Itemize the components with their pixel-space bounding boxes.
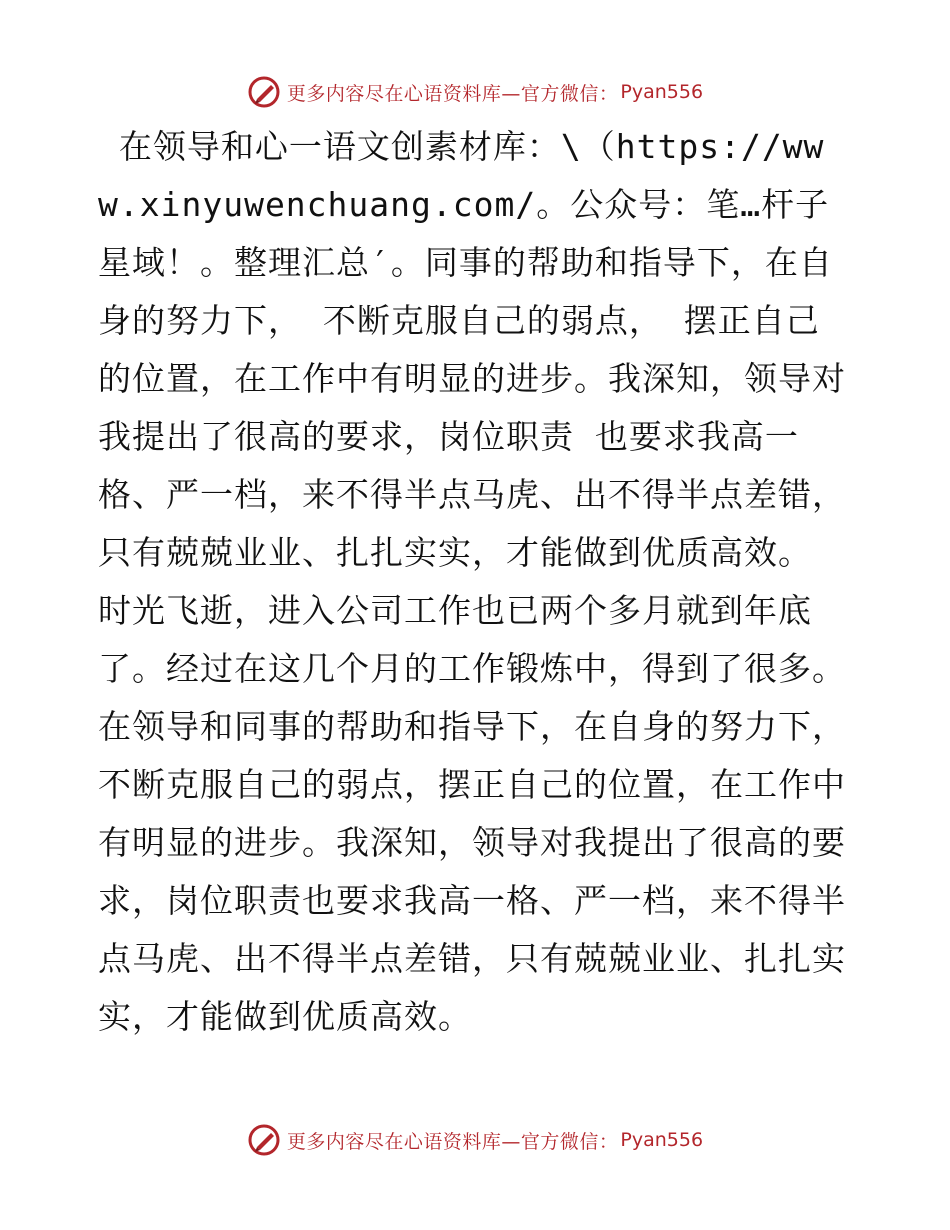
banner-wechat-id: Pyan556: [620, 81, 704, 103]
banner-text: 更多内容尽在心语资料库—官方微信：: [286, 82, 619, 105]
body-paragraph: 在领导和心一语文创素材库：\（https://www.xinyuwenchuang.com/。公众号：笔…杆子星域！。整理汇总′。同事的帮助和指导下，在自身的努力下， 不断克服自己的弱点， 摆正自己的位置，在工作中有明显的进步。我深知，领导对我提出了很高的要求，岗位职责 也要求我高一格、严一档，来不得半点马虎、出不得半点差错，只有兢兢业业、扎扎实实，才能做到优质高效。 时光飞逝，进入公司工作也已两个多月就到年底了。经过在这几个月的工作锻炼中，得到了很多。在领导和同事的帮助和指导下，在自身的努力下，不断克服自己的弱点，摆正自己的位置，在工作中有明显的进步。我深知，领导对我提出了很高的要求，岗位职责也要求我高一格、严一档，来不得半点马虎、出不得半点差错，只有兢兢业业、扎扎实实，才能做到优质高效。: [98, 127, 846, 1036]
banner-text: 更多内容尽在心语资料库—官方微信：: [286, 1130, 619, 1153]
pen-logo-icon: [247, 75, 281, 109]
pen-logo-icon: [247, 1123, 281, 1157]
footer-banner: [0, 1120, 950, 1160]
banner-wechat-id: Pyan556: [620, 1129, 704, 1151]
header-banner: [0, 72, 950, 112]
